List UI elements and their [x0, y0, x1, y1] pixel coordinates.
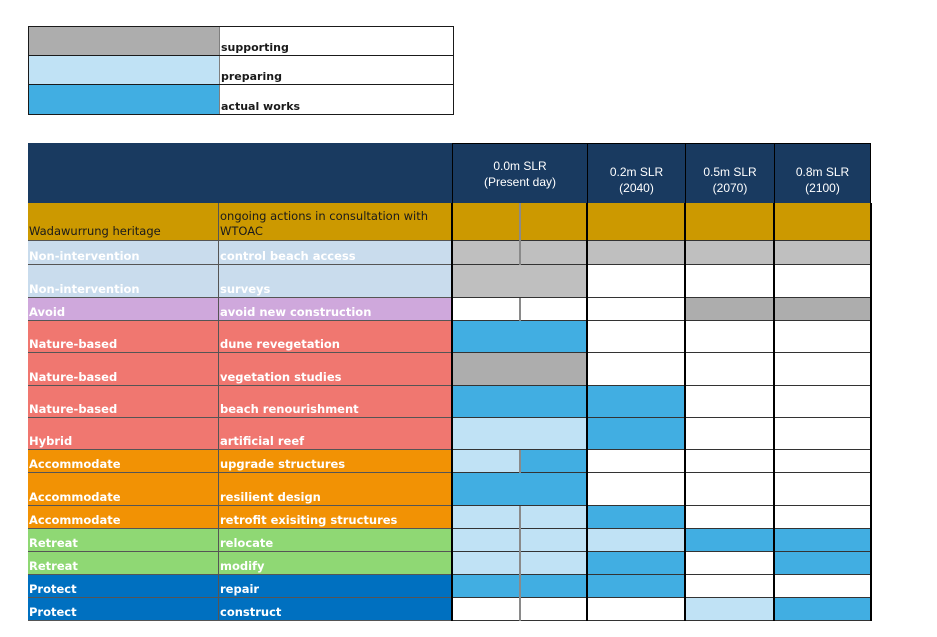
column-divider	[773, 386, 775, 418]
category-cell: Nature-based	[28, 321, 219, 353]
table-row	[28, 298, 871, 321]
table-row	[28, 321, 871, 353]
column-divider	[870, 506, 872, 529]
timeline-cell-present-b	[520, 203, 587, 241]
timeline-cell-2100	[774, 321, 871, 353]
column-divider	[519, 529, 521, 552]
timeline-cell-present-a	[452, 265, 520, 298]
timeline-cell-2070	[685, 506, 774, 529]
timeline-cell-present-b	[520, 353, 587, 386]
timeline-cell-present-a	[452, 386, 520, 418]
timeline-cell-present-a	[452, 552, 520, 575]
action-cell: avoid new construction	[219, 298, 452, 321]
timeline-cell-present-b	[520, 575, 587, 598]
column-divider	[451, 203, 453, 241]
column-divider	[451, 298, 453, 321]
column-divider	[519, 203, 521, 241]
legend-row-actual-works	[29, 85, 453, 114]
category-cell: Hybrid	[28, 418, 219, 450]
legend-swatch-supporting	[29, 27, 220, 55]
timeline-cell-2100	[774, 418, 871, 450]
column-divider	[870, 575, 872, 598]
timeline-cell-2070	[685, 418, 774, 450]
table-row	[28, 575, 871, 598]
column-divider	[586, 418, 588, 450]
column-divider	[684, 598, 686, 621]
timeline-cell-2070	[685, 552, 774, 575]
column-divider	[586, 473, 588, 506]
timeline-cell-2100	[774, 353, 871, 386]
column-divider	[870, 529, 872, 552]
table-row	[28, 386, 871, 418]
column-divider	[773, 265, 775, 298]
column-divider	[870, 298, 872, 321]
column-divider	[684, 241, 686, 265]
timeline-cell-present-a	[452, 598, 520, 621]
category-cell: Avoid	[28, 298, 219, 321]
table-row	[28, 353, 871, 386]
timeline-cell-present-b	[520, 598, 587, 621]
timeline-cell-2040	[587, 473, 685, 506]
table-row	[28, 450, 871, 473]
timeline-cell-2040	[587, 450, 685, 473]
timeline-cell-2040	[587, 203, 685, 241]
timeline-cell-2040	[587, 298, 685, 321]
column-divider	[773, 298, 775, 321]
column-divider	[870, 321, 872, 353]
column-divider	[519, 450, 521, 473]
header-line2: (Present day)	[483, 174, 557, 189]
column-divider	[519, 552, 521, 575]
action-cell: artificial reef	[219, 418, 452, 450]
timeline-cell-2040	[587, 575, 685, 598]
column-divider	[684, 298, 686, 321]
timeline-cell-2100	[774, 506, 871, 529]
column-divider	[586, 575, 588, 598]
column-divider	[586, 529, 588, 552]
column-divider	[870, 203, 872, 241]
category-cell: Non-intervention	[28, 241, 219, 265]
legend-label: supporting	[221, 41, 289, 54]
column-divider	[586, 552, 588, 575]
header-col-present	[452, 143, 587, 203]
table-row	[28, 203, 871, 241]
timeline-cell-present-b	[520, 321, 587, 353]
column-divider	[451, 241, 453, 265]
column-divider	[773, 321, 775, 353]
column-divider	[586, 506, 588, 529]
action-cell: control beach access	[219, 241, 452, 265]
timeline-cell-2040	[587, 506, 685, 529]
column-divider	[684, 450, 686, 473]
timeline-cell-2100	[774, 386, 871, 418]
category-cell: Non-intervention	[28, 265, 219, 298]
timeline-cell-present-b	[520, 450, 587, 473]
column-divider	[773, 418, 775, 450]
column-divider	[451, 265, 453, 298]
table-row	[28, 418, 871, 450]
timeline-cell-2040	[587, 241, 685, 265]
category-cell: Nature-based	[28, 386, 219, 418]
timeline-cell-present-a	[452, 418, 520, 450]
column-divider	[451, 418, 453, 450]
timeline-cell-2100	[774, 529, 871, 552]
timeline-cell-2040	[587, 552, 685, 575]
column-divider	[519, 506, 521, 529]
column-divider	[586, 265, 588, 298]
category-cell: Accommodate	[28, 473, 219, 506]
timeline-cell-present-a	[452, 506, 520, 529]
column-divider	[870, 353, 872, 386]
timeline-cell-2070	[685, 265, 774, 298]
table-row	[28, 506, 871, 529]
legend-row-supporting	[29, 27, 453, 56]
column-divider	[684, 418, 686, 450]
column-divider	[870, 552, 872, 575]
timeline-cell-2040	[587, 265, 685, 298]
category-cell: Wadawurrung heritage	[28, 203, 219, 241]
timeline-cell-present-a	[452, 203, 520, 241]
column-divider	[773, 473, 775, 506]
category-cell: Accommodate	[28, 506, 219, 529]
column-divider	[586, 241, 588, 265]
column-divider	[684, 203, 686, 241]
column-divider	[870, 598, 872, 621]
timeline-cell-2070	[685, 203, 774, 241]
timeline-cell-2040	[587, 353, 685, 386]
column-divider	[870, 418, 872, 450]
column-divider	[451, 473, 453, 506]
column-divider	[451, 450, 453, 473]
timeline-cell-present-a	[452, 450, 520, 473]
column-divider	[684, 575, 686, 598]
column-divider	[451, 321, 453, 353]
column-divider	[586, 321, 588, 353]
column-divider	[586, 598, 588, 621]
header-line1: 0.0m SLR	[493, 158, 547, 173]
action-cell: retrofit exisiting structures	[219, 506, 452, 529]
column-divider	[684, 321, 686, 353]
table-row	[28, 529, 871, 552]
column-divider	[684, 552, 686, 575]
timeline-cell-2070	[685, 598, 774, 621]
timeline-cell-2070	[685, 450, 774, 473]
timeline-cell-2040	[587, 529, 685, 552]
column-divider	[451, 353, 453, 386]
legend-row-preparing	[29, 56, 453, 85]
timeline-cell-2070	[685, 321, 774, 353]
column-divider	[586, 450, 588, 473]
timeline-cell-present-b	[520, 241, 587, 265]
timeline-cell-present-b	[520, 529, 587, 552]
header-col-2040	[587, 143, 685, 203]
legend	[28, 26, 454, 115]
timeline-cell-2070	[685, 386, 774, 418]
column-divider	[451, 529, 453, 552]
header-col-2070	[685, 143, 774, 203]
timeline-cell-2040	[587, 418, 685, 450]
timeline-cell-2070	[685, 529, 774, 552]
action-cell: beach renourishment	[219, 386, 452, 418]
timeline-cell-2040	[587, 386, 685, 418]
header-line2: (2040)	[619, 180, 654, 195]
timeline-cell-2100	[774, 450, 871, 473]
header-blank	[28, 143, 452, 203]
timeline-cell-present-b	[520, 298, 587, 321]
action-cell: upgrade structures	[219, 450, 452, 473]
timeline-cell-2100	[774, 552, 871, 575]
timeline-cell-present-b	[520, 418, 587, 450]
table-row	[28, 473, 871, 506]
timeline-cell-present-a	[452, 298, 520, 321]
column-divider	[519, 575, 521, 598]
timeline-cell-2100	[774, 265, 871, 298]
header-col-2100	[774, 143, 871, 203]
timeline-cell-present-a	[452, 575, 520, 598]
timeline-cell-present-a	[452, 473, 520, 506]
column-divider	[586, 298, 588, 321]
column-divider	[870, 450, 872, 473]
category-cell: Nature-based	[28, 353, 219, 386]
column-divider	[870, 241, 872, 265]
action-cell: relocate	[219, 529, 452, 552]
column-divider	[870, 386, 872, 418]
header-line2: (2100)	[805, 180, 840, 195]
category-cell: Protect	[28, 598, 219, 621]
timeline-cell-present-a	[452, 241, 520, 265]
action-cell: construct	[219, 598, 452, 621]
column-divider	[519, 241, 521, 265]
legend-label: actual works	[221, 100, 301, 113]
timeline-cell-present-b	[520, 552, 587, 575]
column-divider	[586, 386, 588, 418]
timeline-cell-present-a	[452, 529, 520, 552]
timeline-cell-2100	[774, 298, 871, 321]
action-cell: resilient design	[219, 473, 452, 506]
column-divider	[451, 575, 453, 598]
action-cell: vegetation studies	[219, 353, 452, 386]
timeline-cell-present-b	[520, 473, 587, 506]
timeline-cell-present-a	[452, 321, 520, 353]
header-line2: (2070)	[712, 180, 748, 195]
column-divider	[773, 241, 775, 265]
column-divider	[451, 598, 453, 621]
header-line1: 0.8m SLR	[795, 164, 850, 179]
column-divider	[586, 203, 588, 241]
column-divider	[773, 598, 775, 621]
header-line1: 0.2m SLR	[609, 164, 664, 179]
action-cell: ongoing actions in consultation with WTOAC	[219, 203, 452, 241]
timeline-cell-2070	[685, 298, 774, 321]
action-cell: modify	[219, 552, 452, 575]
timeline-cell-2100	[774, 241, 871, 265]
column-divider	[684, 506, 686, 529]
timeline-cell-present-a	[452, 353, 520, 386]
table-row	[28, 552, 871, 575]
column-divider	[684, 265, 686, 298]
timeline-cell-2040	[587, 321, 685, 353]
timeline-cell-2100	[774, 473, 871, 506]
timeline-cell-present-b	[520, 265, 587, 298]
column-divider	[870, 473, 872, 506]
column-divider	[684, 529, 686, 552]
column-divider	[773, 506, 775, 529]
column-divider	[773, 575, 775, 598]
column-divider	[773, 203, 775, 241]
timeline-cell-2100	[774, 203, 871, 241]
header-line1: 0.5m SLR	[703, 164, 757, 179]
category-cell: Accommodate	[28, 450, 219, 473]
timeline-cell-2070	[685, 473, 774, 506]
column-divider	[451, 386, 453, 418]
column-divider	[684, 353, 686, 386]
action-cell: repair	[219, 575, 452, 598]
timeline-cell-present-b	[520, 386, 587, 418]
timeline-cell-2070	[685, 575, 774, 598]
table-row	[28, 598, 871, 621]
column-divider	[773, 450, 775, 473]
action-cell: surveys	[219, 265, 452, 298]
column-divider	[684, 473, 686, 506]
column-divider	[773, 552, 775, 575]
category-cell: Protect	[28, 575, 219, 598]
column-divider	[773, 529, 775, 552]
timeline-cell-present-b	[520, 506, 587, 529]
column-divider	[451, 506, 453, 529]
category-cell: Retreat	[28, 529, 219, 552]
action-cell: dune revegetation	[219, 321, 452, 353]
legend-swatch-preparing	[29, 56, 220, 84]
table-row	[28, 265, 871, 298]
column-divider	[773, 353, 775, 386]
timeline-cell-2100	[774, 598, 871, 621]
timeline-cell-2040	[587, 598, 685, 621]
table-row	[28, 241, 871, 265]
legend-label: preparing	[221, 70, 282, 83]
column-divider	[519, 598, 521, 621]
column-divider	[451, 552, 453, 575]
column-divider	[870, 265, 872, 298]
column-divider	[519, 298, 521, 321]
column-divider	[684, 386, 686, 418]
timeline-cell-2070	[685, 353, 774, 386]
column-divider	[586, 353, 588, 386]
category-cell: Retreat	[28, 552, 219, 575]
legend-swatch-actual-works	[29, 85, 220, 114]
timeline-cell-2100	[774, 575, 871, 598]
timeline-cell-2070	[685, 241, 774, 265]
